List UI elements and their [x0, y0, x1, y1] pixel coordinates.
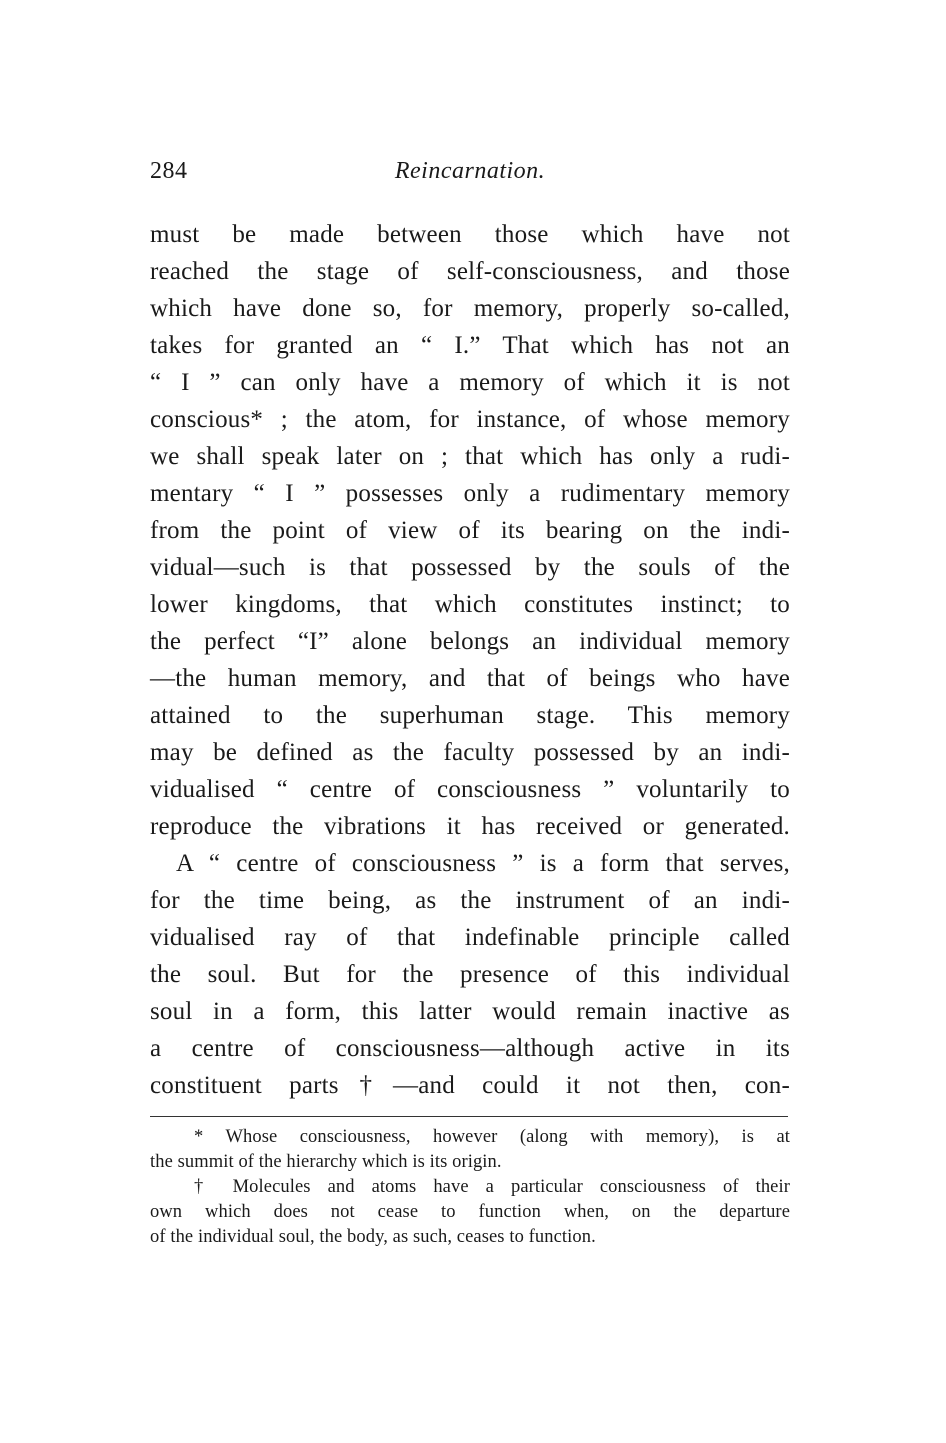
footnote-line: of the individual soul, the body, as such, ceases to function.: [150, 1227, 596, 1247]
footnote-asterisk: [150, 1125, 790, 1175]
text-line: a centre of consciousness—although active in its: [150, 1035, 790, 1062]
footnote-dagger: [150, 1175, 790, 1250]
text-line: lower kingdoms, that which constitutes instinct; to: [150, 591, 790, 618]
text-line: for the time being, as the instrument of an indi-: [150, 887, 790, 914]
running-title: Reincarnation.: [394, 158, 546, 184]
body-text: [150, 216, 790, 1104]
text-line: vidualised “ centre of consciousness ” voluntarily to: [150, 776, 790, 803]
footnotes: [150, 1125, 790, 1250]
footnote-divider: [150, 1116, 788, 1117]
text-line: constituent parts†—and could it not then, con-: [150, 1072, 790, 1099]
text-line: we shall speak later on ; that which has only a rudi-: [150, 443, 790, 470]
text-line: reproduce the vibrations it has received or generated.: [150, 813, 790, 840]
text-line: reached the stage of self-consciousness, and those: [150, 258, 790, 285]
text-line: “ I ” can only have a memory of which it is not: [150, 369, 790, 396]
page-number: 284: [150, 158, 188, 184]
text-line: attained to the superhuman stage. This memory: [150, 702, 790, 729]
text-line: vidual—such is that possessed by the souls of the: [150, 554, 790, 581]
paragraph-1: [150, 216, 790, 845]
text-line: conscious* ; the atom, for instance, of whose memory: [150, 406, 790, 433]
text-line: soul in a form, this latter would remain inactive as: [150, 998, 790, 1025]
text-line: from the point of view of its bearing on the indi-: [150, 517, 790, 544]
running-head: [150, 158, 790, 194]
paragraph-2: [150, 845, 790, 1104]
text-line: which have done so, for memory, properly so-called,: [150, 295, 790, 322]
footnote-line: * Whose consciousness, however (along with memory), is at: [194, 1127, 790, 1147]
footnote-line: own which does not cease to function when, on the departure: [150, 1202, 790, 1222]
text-line: —the human memory, and that of beings who have: [150, 665, 790, 692]
text-line: mentary “ I ” possesses only a rudimentary memory: [150, 480, 790, 507]
text-line: takes for granted an “ I.” That which has not an: [150, 332, 790, 359]
book-page: [150, 158, 790, 1250]
footnote-line: † Molecules and atoms have a particular consciousness of their: [194, 1177, 790, 1197]
text-line: the soul. But for the presence of this individual: [150, 961, 790, 988]
text-line: must be made between those which have not: [150, 221, 790, 248]
text-line: the perfect “I” alone belongs an individual memory: [150, 628, 790, 655]
text-line: A “ centre of consciousness ” is a form that serves,: [176, 850, 790, 877]
text-line: vidualised ray of that indefinable principle called: [150, 924, 790, 951]
footnote-line: the summit of the hierarchy which is its origin.: [150, 1152, 502, 1172]
text-line: may be defined as the faculty possessed by an indi-: [150, 739, 790, 766]
